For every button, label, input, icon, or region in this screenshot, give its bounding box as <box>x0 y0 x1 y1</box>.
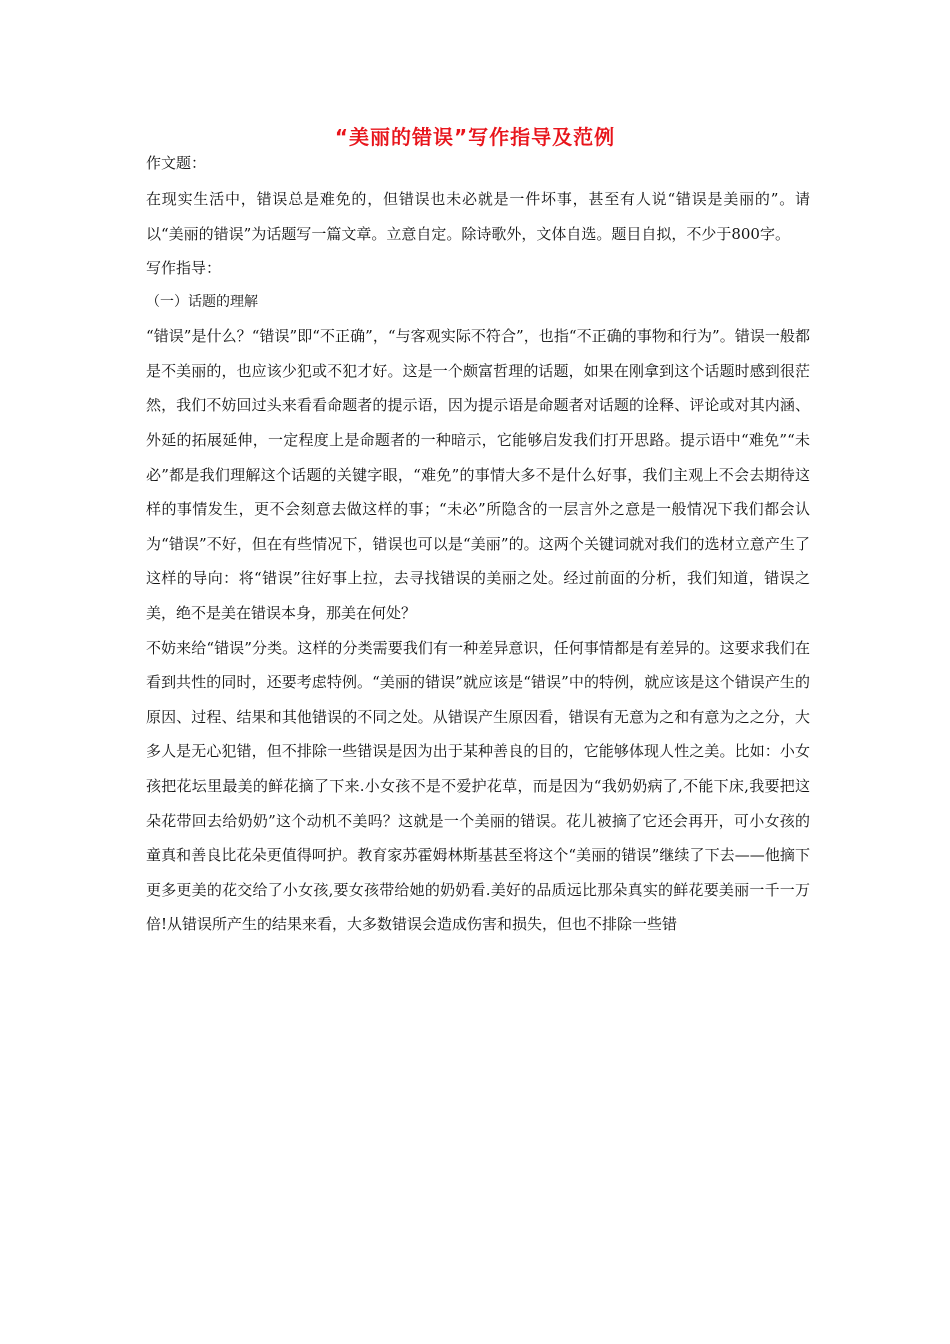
section-subheading: （一）话题的理解 <box>146 294 258 311</box>
body-paragraph-2: 不妨来给“错误”分类。这样的分类需要我们有一种差异意识，任何事情都是有差异的。这要求我们在看到共性的同时，还要考虑特例。“美丽的错误”就应该是“错误”中的特例，就应该是这个错误产生的原因、过程、结果和其他错误的不同之处。从错误产生原因看，错误有无意为之和有意为之之分，大多人是无心犯错，但不排除一些错误是因为出于某种善良的目的，它能够体现人性之美。比如：小女孩把花坛里最美的鲜花摘了下来.小女孩不是不爱护花草，而是因为“我奶奶病了,不能下床,我要把这朵花带回去给奶奶”这个动机不美吗？这就是一个美丽的错误。花儿被摘了它还会再开，可小女孩的童真和善良比花朵更值得呵护。教育家苏霍姆林斯基甚至将这个“美丽的错误”继续了下去——他摘下更多更美的花交给了小女孩,要女孩带给她的奶奶看.美好的品质远比那朵真实的鲜花要美丽一千一万倍!从错误所产生的结果来看，大多数错误会造成伤害和损失，但也不排除一些错 <box>146 638 810 934</box>
prompt-label: 作文题： <box>146 154 207 172</box>
prompt-paragraph: 在现实生活中，错误总是难免的，但错误也未必就是一件坏事，甚至有人说“错误是美丽的”。请以“美丽的错误”为话题写一篇文章。立意自定。除诗歌外，文体自选。题目自拟，不少于800字。 <box>146 190 810 243</box>
guidance-label: 写作指导： <box>146 259 222 278</box>
document-body <box>146 150 810 942</box>
document-title: “美丽的错误”写作指导及范例 <box>334 125 616 149</box>
body-paragraph-1: “错误”是什么？“错误”即“不正确”，“与客观实际不符合”，也指“不正确的事物和行为”。错误一般都是不美丽的，也应该少犯或不犯才好。这是一个颇富哲理的话题，如果在刚拿到这个话题时感到很茫然，我们不妨回过头来看看命题者的提示语，因为提示语是命题者对话题的诠释、评论或对其内涵、外延的拓展延伸，一定程度上是命题者的一种暗示，它能够启发我们打开思路。提示语中“难免”“未必”都是我们理解这个话题的关键字眼，“难免”的事情大多不是什么好事，我们主观上不会去期待这样的事情发生，更不会刻意去做这样的事；“未必”所隐含的一层言外之意是一般情况下我们都会认为“错误”不好，但在有些情况下，错误也可以是“美丽”的。这两个关键词就对我们的选材立意产生了这样的导向：将“错误”往好事上拉，去寻找错误的美丽之处。经过前面的分析，我们知道，错误之美，绝不是美在错误本身，那美在何处？ <box>146 327 810 622</box>
